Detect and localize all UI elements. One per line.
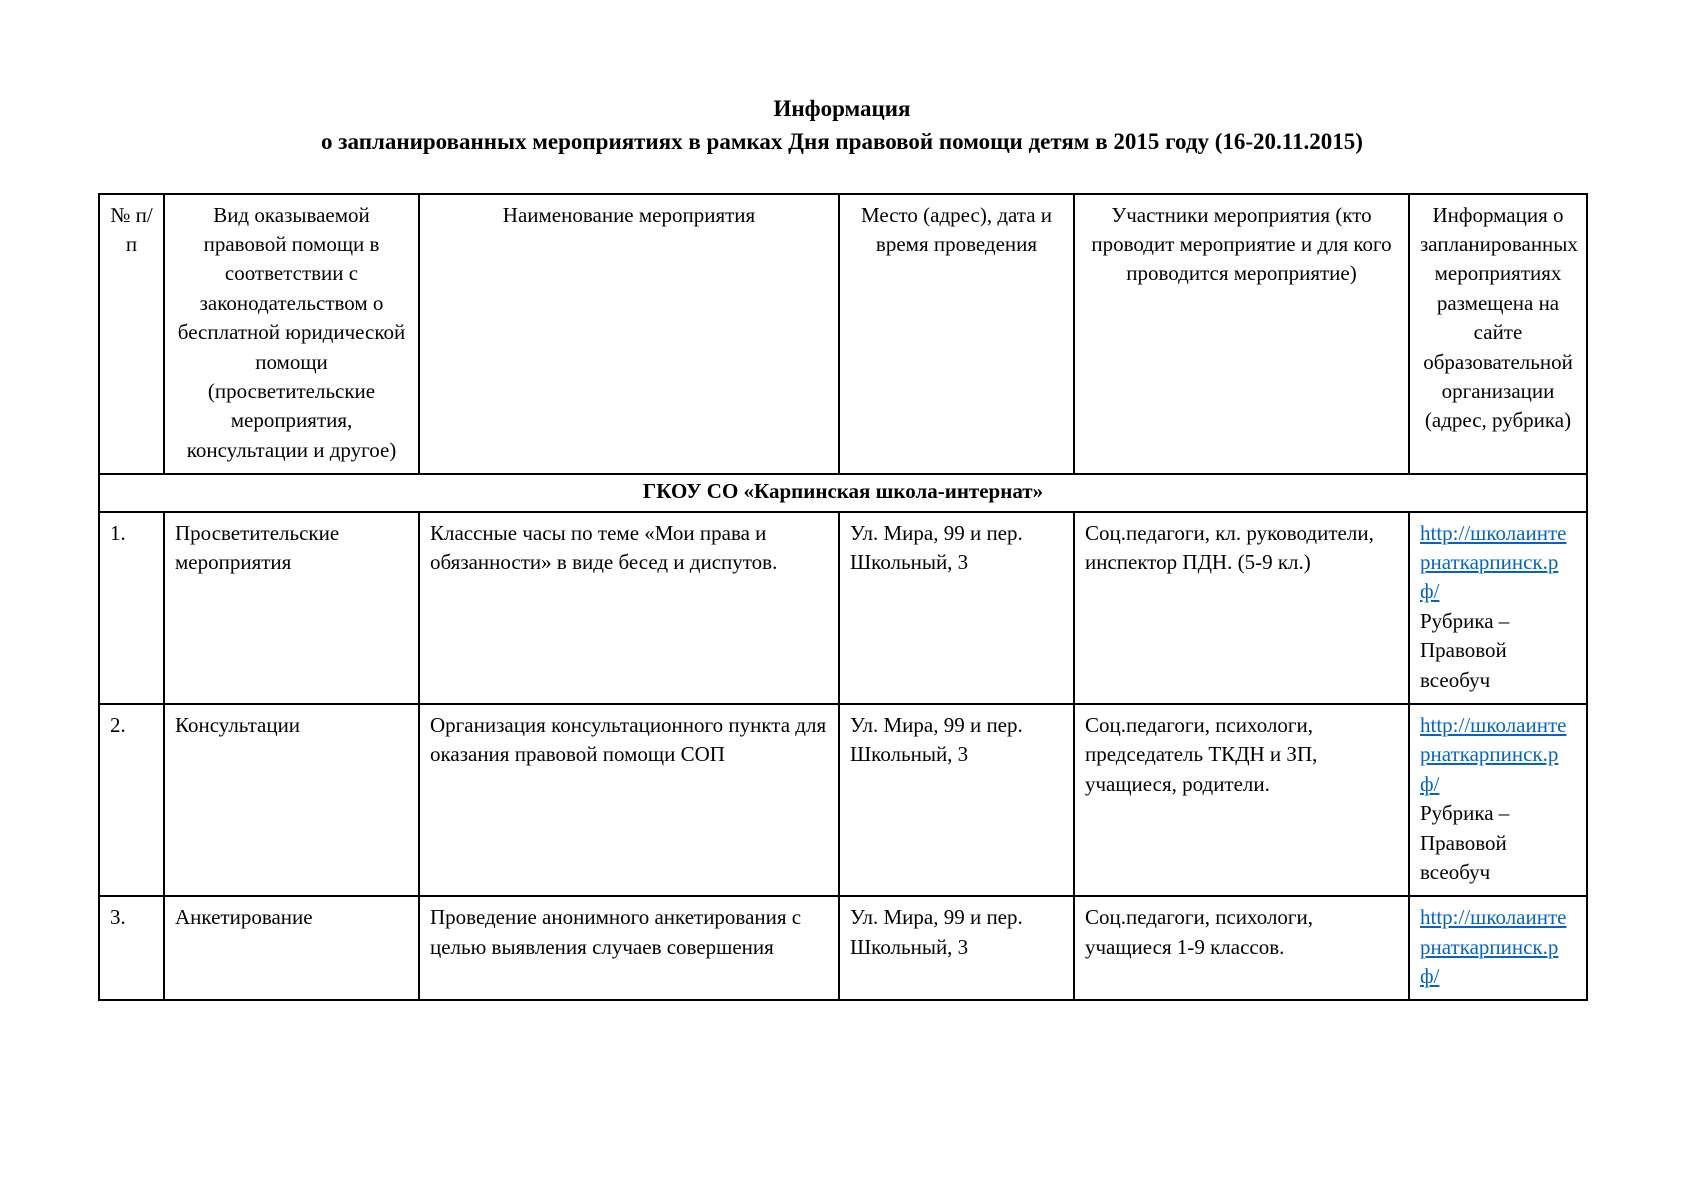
cell-num: 1. — [99, 512, 164, 704]
cell-event-name: Проведение анонимного анкетирования с целью выявления случаев совершения — [419, 896, 839, 1000]
cell-num: 2. — [99, 704, 164, 896]
header-aid-type: Вид оказываемой правовой помощи в соответствии с законодательством о бесплатной юридической помощи (просветительские мероприятия, консультации и другое) — [164, 194, 419, 475]
table-row — [99, 704, 1587, 896]
events-table — [98, 193, 1588, 1002]
cell-participants: Соц.педагоги, кл. руководители, инспектор ПДН. (5-9 кл.) — [1074, 512, 1409, 704]
cell-aid-type: Консультации — [164, 704, 419, 896]
site-link[interactable]: http://школаинтернаткарпинск.рф/ — [1420, 905, 1567, 989]
section-row — [99, 474, 1587, 511]
site-link[interactable]: http://школаинтернаткарпинск.рф/ — [1420, 712, 1567, 796]
cell-site-info — [1409, 512, 1587, 704]
cell-aid-type: Просветительские мероприятия — [164, 512, 419, 704]
header-place: Место (адрес), дата и время проведения — [839, 194, 1074, 475]
section-title: ГКОУ СО «Карпинская школа-интернат» — [99, 474, 1587, 511]
cell-place: Ул. Мира, 99 и пер. Школьный, 3 — [839, 512, 1074, 704]
cell-place: Ул. Мира, 99 и пер. Школьный, 3 — [839, 896, 1074, 1000]
header-participants: Участники мероприятия (кто проводит мероприятие и для кого проводится мероприятие) — [1074, 194, 1409, 475]
title-line-2: о запланированных мероприятиях в рамках Дня правовой помощи детям в 2015 году (16-20.11.2015) — [321, 129, 1363, 155]
table-row — [99, 512, 1587, 704]
cell-event-name: Организация консультационного пункта для оказания правовой помощи СОП — [419, 704, 839, 896]
cell-event-name: Классные часы по теме «Мои права и обязанности» в виде бесед и диспутов. — [419, 512, 839, 704]
rubric-text: Рубрика – Правовой всеобуч — [1420, 608, 1510, 692]
header-num: № п/п — [99, 194, 164, 475]
table-row — [99, 896, 1587, 1000]
cell-site-info — [1409, 896, 1587, 1000]
cell-participants: Соц.педагоги, психологи, учащиеся 1-9 классов. — [1074, 896, 1409, 1000]
cell-participants: Соц.педагоги, психологи, председатель ТКДН и ЗП, учащиеся, родители. — [1074, 704, 1409, 896]
header-row — [99, 194, 1587, 475]
cell-num: 3. — [99, 896, 164, 1000]
cell-aid-type: Анкетирование — [164, 896, 419, 1000]
document-title — [0, 92, 1684, 159]
rubric-text: Рубрика – Правовой всеобуч — [1420, 801, 1510, 884]
header-site-info: Информация о запланированных мероприятиях размещена на сайте образовательной организации (адрес, рубрика) — [1409, 194, 1587, 475]
title-line-1: Информация — [773, 96, 911, 121]
cell-site-info — [1409, 704, 1587, 896]
header-event-name: Наименование мероприятия — [419, 194, 839, 475]
cell-place: Ул. Мира, 99 и пер. Школьный, 3 — [839, 704, 1074, 896]
site-link[interactable]: http://школаинтернаткарпинск.рф/ — [1420, 520, 1567, 604]
